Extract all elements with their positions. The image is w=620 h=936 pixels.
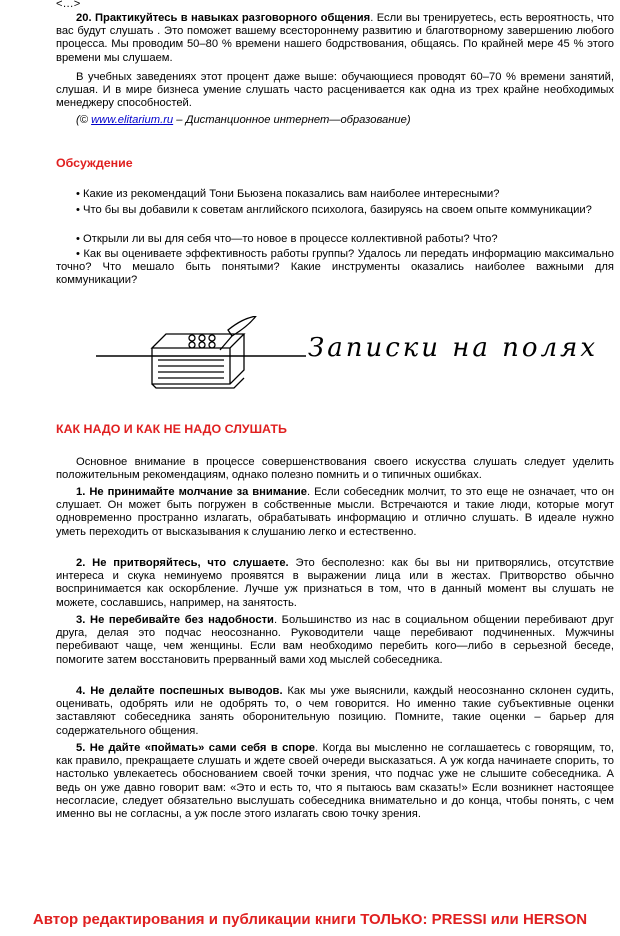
tip-title: Не делайте поспешных выводов. — [90, 685, 283, 697]
tip-item — [56, 557, 614, 610]
margin-notes-banner — [96, 316, 599, 390]
tip-text: . Большинство из нас в социальном общении перебивают друг друга, делая это подчас неосознанно. Руководители чаще перебивают подчиненных. Мужчины перебивают чаще, чем женщины. Если вам необходимо перебить кого—либо в серьезной беседе, помогите затем восстановить прерванный вами ход мыслей собеседника. — [56, 614, 614, 666]
margin-notes-title: Записки на полях — [308, 333, 599, 363]
tip-number: 2. — [76, 557, 86, 569]
tip-number: 3. — [76, 614, 86, 626]
source-citation — [56, 114, 614, 127]
tip-title: Не перебивайте без надобности — [89, 614, 274, 626]
publisher-footer: Автор редактирования и публикации книги ТОЛЬКО: PRESSI или HERSON — [32, 911, 588, 928]
tip-title: Не притворяйтесь, что слушаете. — [92, 557, 289, 569]
discussion-question: • Какие из рекомендаций Тони Бьюзена показались вам наиболее интересными? — [76, 188, 500, 200]
discussion-heading: Обсуждение — [56, 156, 133, 170]
tip-title: Не принимайте молчание за внимание — [89, 486, 308, 498]
tip-item — [56, 685, 614, 738]
section-intro: Основное внимание в процессе совершенствования своего искусства слушать следует уделить положительным рекомендациям, однако полезно помнить и о типичных ошибках. — [56, 456, 614, 482]
tip-title: Не дайте «поймать» сами себя в споре — [89, 742, 315, 754]
ellipsis-marker: <…> — [56, 0, 81, 10]
paragraph-20-number: 20. — [76, 12, 92, 24]
paragraph-20-text: . Если вы тренируетесь, есть вероятность, что вас будут слушать . Это поможет вашему всестороннему развитию и благотворному завершению любого процесса. Мы проводим 50–80 % времени нашего бодрствования, общаясь. По крайней мере 45 % этого времени мы слушаем. — [56, 12, 615, 64]
tip-text: Это бесполезно: как бы вы ни притворялись, отсутствие интереса и скука неминуемо проявятся в выражении лица или в жестах. Притворство обычно воспринимается как оскорбление. Лучше уж признаться в том, что в данный момент вы слушать не можете, сославшись, например, на занятость. — [56, 557, 615, 609]
discussion-question: • Открыли ли вы для себя что—то новое в процессе коллективной работы? Что? — [76, 233, 498, 245]
tip-number: 5. — [76, 742, 86, 754]
source-link[interactable]: www.elitarium.ru — [91, 114, 174, 126]
section-heading: КАК НАДО И КАК НЕ НАДО СЛУШАТЬ — [56, 422, 287, 436]
discussion-question: • Как вы оцениваете эффективность работы группы? Удалось ли передать информацию максимально точно? Что мешало быть понятыми? Какие инструменты оказались наиболее важными для коммуникации? — [56, 248, 614, 287]
source-rest: – Дистанционное интернет—образование) — [173, 114, 411, 126]
tip-item — [56, 486, 614, 539]
paragraph-20-title: Практикуйтесь в навыках разговорного общения — [94, 12, 371, 24]
tip-text: . Когда вы мысленно не соглашаетесь с говорящим, то, как правило, прекращаете слушать и ждете своей очереди высказаться. А уж когда начинаете спорить, то настолько увлекаетесь обоснованием своей точки зрения, что подчас уже не слышите собеседника. А ведь он уже давно говорит вам: «Это и есть то, что я пытаюсь вам сказать!» Если возникнет настоящее несогласие, следует обязательно выслушать собеседника внимательно и до конца, чтобы понять, с чем именно вы не согласны, а уж после этого излагать свою точку зрения. — [56, 742, 614, 821]
paragraph-schools: В учебных заведениях этот процент даже выше: обучающиеся проводят 60–70 % времени занятий, слушая. И в мире бизнеса умение слушать часто расценивается как одна из трех крайне необходимых менеджеру способностей. — [56, 71, 614, 110]
tip-item — [56, 742, 614, 821]
tip-item — [56, 614, 614, 667]
tip-number: 1. — [76, 486, 86, 498]
tip-text: . Если собеседник молчит, то это еще не означает, что он слушает. Он может быть погружен в собственные мысли. Встречаются и такие люди, которые могут одновременно пространно излагать, обрабатывать информацию и отлично слушать. В идеале нужно уметь переходить от высказывания к слушанию легко и естественно. — [56, 486, 615, 538]
tip-text: Как мы уже выяснили, каждый неосознанно склонен судить, оценивать, одобрять или не одобрять то, о чем говорится. Но именно такие субъективные оценки заставляют собеседника занять оборонительную позицию. Помните, такие оценки – барьер для содержательного общения. — [56, 685, 614, 737]
tip-number: 4. — [76, 685, 86, 697]
discussion-question: • Что бы вы добавили к советам английского психолога, базируясь на своем опыте коммуникации? — [76, 204, 592, 216]
paragraph-20 — [56, 12, 614, 65]
source-open: (© — [76, 114, 92, 126]
